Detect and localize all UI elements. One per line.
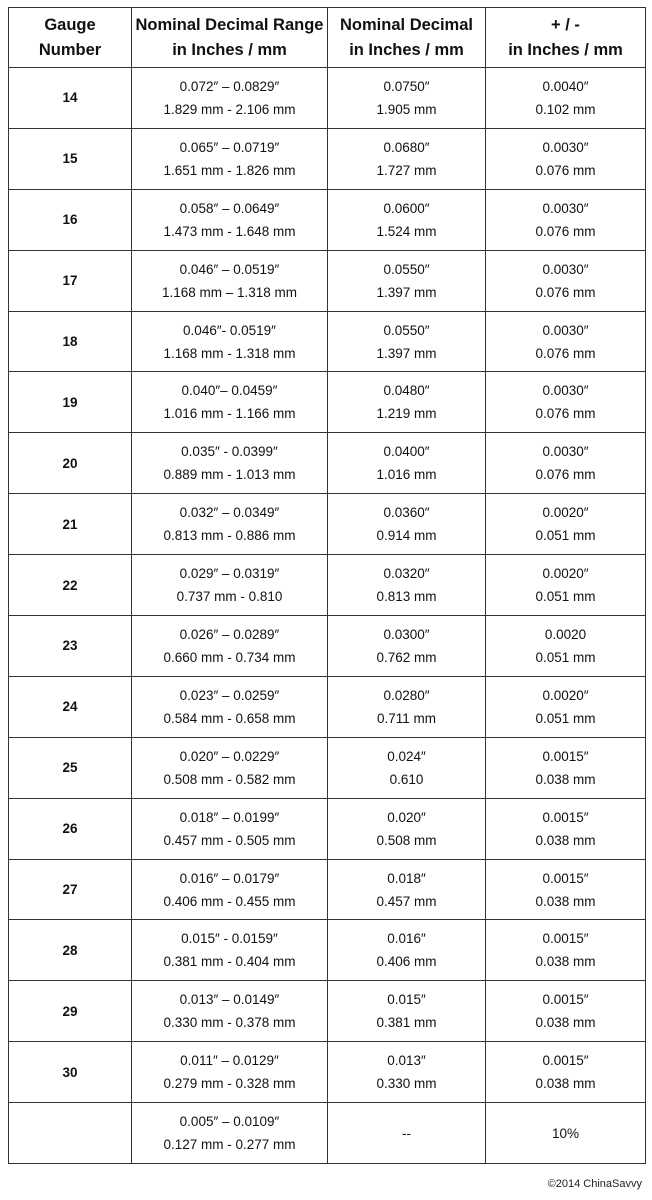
tolerance-cell-line: 0.038 mm: [535, 1015, 596, 1031]
gauge-number-cell: [9, 1103, 132, 1164]
nominal-cell-line: 0.0550″: [383, 322, 430, 338]
nominal-cell-line: 1.524 mm: [376, 223, 437, 239]
range-cell-line: 1.016 mm - 1.166 mm: [163, 406, 296, 422]
range-cell-line: 0.381 mm - 0.404 mm: [163, 954, 296, 970]
range-cell-line: 0.660 mm - 0.734 mm: [163, 649, 296, 665]
range-cell-line: 1.168 mm – 1.318 mm: [161, 284, 298, 300]
range-cell-line: 0.035″ - 0.0399″: [181, 444, 278, 460]
range-cell-line: 0.011″ – 0.0129″: [180, 1053, 279, 1069]
nominal-cell: [328, 737, 486, 798]
range-cell-line: 0.279 mm - 0.328 mm: [163, 1076, 296, 1092]
range-cell: [132, 920, 328, 981]
gauge-number-cell: 24: [9, 676, 132, 737]
range-cell: [132, 859, 328, 920]
nominal-cell: [328, 68, 486, 129]
table-row: [9, 494, 646, 555]
tolerance-cell: [486, 68, 646, 129]
tolerance-cell: [486, 616, 646, 677]
tolerance-cell-line: 0.076 mm: [535, 345, 596, 361]
tolerance-cell: [486, 859, 646, 920]
header-gauge-number: Gauge Number: [9, 8, 132, 68]
range-cell-line: 0.023″ – 0.0259″: [179, 687, 280, 703]
range-cell-line: 0.457 mm - 0.505 mm: [163, 832, 296, 848]
range-cell-line: 0.013″ – 0.0149″: [179, 992, 280, 1008]
table-row: [9, 372, 646, 433]
tolerance-cell-line: 0.0030″: [542, 444, 589, 460]
tolerance-cell-line: 0.076 mm: [535, 467, 596, 483]
table-row: [9, 859, 646, 920]
range-cell-line: 0.072″ – 0.0829″: [179, 78, 280, 94]
tolerance-cell-line: 0.0015″: [542, 809, 589, 825]
nominal-cell: [328, 311, 486, 372]
gauge-number-cell: 16: [9, 189, 132, 250]
table-row: [9, 189, 646, 250]
tolerance-cell-line: 0.038 mm: [535, 893, 596, 909]
nominal-cell-line: 0.330 mm: [376, 1076, 437, 1092]
nominal-cell: [328, 494, 486, 555]
range-cell: [132, 1103, 328, 1164]
gauge-table: [8, 7, 646, 1164]
nominal-cell: [328, 859, 486, 920]
tolerance-cell-line: 0.038 mm: [535, 954, 596, 970]
range-cell-line: 0.508 mm - 0.582 mm: [163, 771, 296, 787]
range-cell: [132, 372, 328, 433]
gauge-number-cell: 19: [9, 372, 132, 433]
tolerance-cell-line: 0.051 mm: [535, 649, 596, 665]
range-cell-line: 0.046″ – 0.0519″: [179, 261, 280, 277]
header-nominal-range: Nominal Decimal Range in Inches / mm: [132, 8, 328, 68]
gauge-number-cell: 22: [9, 555, 132, 616]
range-cell: [132, 494, 328, 555]
range-cell-line: 0.127 mm - 0.277 mm: [163, 1137, 296, 1153]
range-cell-line: 0.406 mm - 0.455 mm: [163, 893, 296, 909]
range-cell-line: 1.473 mm - 1.648 mm: [163, 223, 296, 239]
table-row: [9, 68, 646, 129]
nominal-cell: [328, 920, 486, 981]
tolerance-cell-line: 0.051 mm: [535, 589, 596, 605]
range-cell-line: 0.040″– 0.0459″: [181, 383, 278, 399]
tolerance-cell-line: 0.038 mm: [535, 771, 596, 787]
tolerance-cell-line: 0.076 mm: [535, 162, 596, 178]
nominal-cell: [328, 676, 486, 737]
nominal-cell-line: --: [402, 1125, 411, 1141]
tolerance-cell: [486, 433, 646, 494]
nominal-cell-line: 0.0320″: [383, 566, 430, 582]
table-row: [9, 311, 646, 372]
tolerance-cell: [486, 494, 646, 555]
range-cell: [132, 128, 328, 189]
tolerance-cell: [486, 1103, 646, 1164]
nominal-cell: [328, 250, 486, 311]
nominal-cell-line: 0.381 mm: [376, 1015, 437, 1031]
nominal-cell-line: 0.0360″: [383, 505, 430, 521]
nominal-cell-line: 1.727 mm: [376, 162, 437, 178]
nominal-cell-line: 0.024″: [387, 748, 426, 764]
range-cell-line: 0.018″ – 0.0199″: [179, 809, 280, 825]
table-row: [9, 433, 646, 494]
nominal-cell-line: 0.0280″: [383, 687, 430, 703]
range-cell-line: 0.737 mm - 0.810: [176, 589, 283, 605]
nominal-cell: [328, 555, 486, 616]
copyright-notice: ©2014 ChinaSavvy: [547, 1178, 642, 1190]
range-cell-line: 0.065″ – 0.0719″: [179, 139, 280, 155]
nominal-cell-line: 0.0600″: [383, 200, 430, 216]
table-row: [9, 737, 646, 798]
nominal-cell: [328, 798, 486, 859]
nominal-cell: [328, 981, 486, 1042]
range-cell: [132, 433, 328, 494]
nominal-cell-line: 0.016″: [387, 931, 426, 947]
gauge-number-cell: 29: [9, 981, 132, 1042]
gauge-number-cell: 21: [9, 494, 132, 555]
range-cell-line: 0.584 mm - 0.658 mm: [163, 710, 296, 726]
tolerance-cell-line: 0.0015″: [542, 992, 589, 1008]
gauge-number-cell: 14: [9, 68, 132, 129]
nominal-cell-line: 0.711 mm: [376, 710, 437, 726]
nominal-cell-line: 0.0550″: [383, 261, 430, 277]
tolerance-cell-line: 0.0030″: [542, 322, 589, 338]
nominal-cell: [328, 1042, 486, 1103]
gauge-number-cell: 26: [9, 798, 132, 859]
nominal-cell-line: 1.397 mm: [376, 345, 437, 361]
nominal-cell-line: 0.0400″: [383, 444, 430, 460]
table-row: [9, 250, 646, 311]
gauge-number-cell: 28: [9, 920, 132, 981]
gauge-number-cell: 17: [9, 250, 132, 311]
nominal-cell: [328, 128, 486, 189]
nominal-cell-line: 0.508 mm: [376, 832, 437, 848]
tolerance-cell-line: 0.0040″: [542, 78, 589, 94]
nominal-cell: [328, 433, 486, 494]
range-cell: [132, 311, 328, 372]
tolerance-cell: [486, 189, 646, 250]
nominal-cell-line: 0.0680″: [383, 139, 430, 155]
tolerance-cell-line: 0.0030″: [542, 383, 589, 399]
range-cell-line: 0.029″ – 0.0319″: [179, 566, 280, 582]
gauge-number-cell: 18: [9, 311, 132, 372]
nominal-cell-line: 0.0480″: [383, 383, 430, 399]
tolerance-cell: [486, 920, 646, 981]
range-cell: [132, 676, 328, 737]
tolerance-cell-line: 0.102 mm: [535, 101, 596, 117]
tolerance-cell-line: 0.0015″: [542, 748, 589, 764]
header-nominal-decimal: Nominal Decimal in Inches / mm: [328, 8, 486, 68]
nominal-cell-line: 0.018″: [387, 870, 426, 886]
nominal-cell-line: 0.762 mm: [376, 649, 437, 665]
nominal-cell: [328, 372, 486, 433]
tolerance-cell-line: 0.076 mm: [535, 406, 596, 422]
nominal-cell-line: 0.457 mm: [376, 893, 437, 909]
nominal-cell-line: 0.0300″: [383, 626, 430, 642]
nominal-cell-line: 0.813 mm: [376, 589, 437, 605]
table-row: [9, 1042, 646, 1103]
gauge-number-cell: 27: [9, 859, 132, 920]
range-cell-line: 0.058″ – 0.0649″: [179, 200, 280, 216]
nominal-cell-line: 1.016 mm: [376, 467, 437, 483]
tolerance-cell-line: 0.0030″: [542, 261, 589, 277]
gauge-number-cell: 30: [9, 1042, 132, 1103]
nominal-cell-line: 0.914 mm: [376, 528, 437, 544]
tolerance-cell-line: 0.0030″: [542, 139, 589, 155]
tolerance-cell: [486, 555, 646, 616]
tolerance-cell-line: 0.0015″: [542, 870, 589, 886]
range-cell-line: 0.015″ - 0.0159″: [181, 931, 278, 947]
tolerance-cell: [486, 737, 646, 798]
tolerance-cell-line: 0.0015″: [542, 1053, 589, 1069]
tolerance-cell-line: 0.0020: [544, 626, 587, 642]
table-row: [9, 616, 646, 677]
tolerance-cell-line: 0.076 mm: [535, 223, 596, 239]
tolerance-cell: [486, 250, 646, 311]
tolerance-cell-line: 10%: [551, 1125, 580, 1141]
gauge-number-cell: 23: [9, 616, 132, 677]
range-cell: [132, 616, 328, 677]
tolerance-cell-line: 0.0020″: [542, 505, 589, 521]
table-row: [9, 128, 646, 189]
range-cell-line: 0.813 mm - 0.886 mm: [163, 528, 296, 544]
range-cell: [132, 250, 328, 311]
tolerance-cell: [486, 798, 646, 859]
nominal-cell-line: 0.020″: [387, 809, 426, 825]
table-row: [9, 798, 646, 859]
range-cell: [132, 737, 328, 798]
range-cell-line: 0.032″ – 0.0349″: [179, 505, 280, 521]
range-cell-line: 1.829 mm - 2.106 mm: [163, 101, 296, 117]
range-cell-line: 0.889 mm - 1.013 mm: [163, 467, 296, 483]
nominal-cell-line: 0.610: [389, 771, 424, 787]
table-row: [9, 920, 646, 981]
tolerance-cell-line: 0.0020″: [542, 687, 589, 703]
tolerance-cell: [486, 128, 646, 189]
tolerance-cell: [486, 311, 646, 372]
tolerance-cell-line: 0.038 mm: [535, 832, 596, 848]
table-row: [9, 676, 646, 737]
tolerance-cell-line: 0.051 mm: [535, 528, 596, 544]
range-cell: [132, 189, 328, 250]
table-body: [9, 68, 646, 1164]
range-cell-line: 1.168 mm - 1.318 mm: [163, 345, 296, 361]
table-row: [9, 981, 646, 1042]
table-row: [9, 1103, 646, 1164]
range-cell-line: 1.651 mm - 1.826 mm: [163, 162, 296, 178]
tolerance-cell: [486, 676, 646, 737]
tolerance-cell: [486, 1042, 646, 1103]
tolerance-cell-line: 0.0020″: [542, 566, 589, 582]
gauge-number-cell: 25: [9, 737, 132, 798]
nominal-cell-line: 1.905 mm: [376, 101, 437, 117]
tolerance-cell: [486, 372, 646, 433]
tolerance-cell-line: 0.038 mm: [535, 1076, 596, 1092]
gauge-number-cell: 20: [9, 433, 132, 494]
tolerance-cell-line: 0.0015″: [542, 931, 589, 947]
nominal-cell-line: 0.0750″: [383, 78, 430, 94]
nominal-cell: [328, 616, 486, 677]
range-cell: [132, 555, 328, 616]
nominal-cell-line: 0.015″: [387, 992, 426, 1008]
nominal-cell: [328, 1103, 486, 1164]
header-tolerance: + / - in Inches / mm: [486, 8, 646, 68]
nominal-cell: [328, 189, 486, 250]
tolerance-cell-line: 0.076 mm: [535, 284, 596, 300]
range-cell-line: 0.046″- 0.0519″: [183, 322, 276, 338]
range-cell-line: 0.005″ – 0.0109″: [179, 1114, 280, 1130]
nominal-cell-line: 1.397 mm: [376, 284, 437, 300]
nominal-cell-line: 0.406 mm: [376, 954, 437, 970]
tolerance-cell-line: 0.0030″: [542, 200, 589, 216]
range-cell: [132, 1042, 328, 1103]
tolerance-cell: [486, 981, 646, 1042]
header-row: [9, 8, 646, 68]
range-cell: [132, 981, 328, 1042]
range-cell-line: 0.016″ – 0.0179″: [179, 870, 280, 886]
range-cell: [132, 798, 328, 859]
gauge-number-cell: 15: [9, 128, 132, 189]
range-cell-line: 0.330 mm - 0.378 mm: [163, 1015, 296, 1031]
range-cell-line: 0.020″ – 0.0229″: [179, 748, 280, 764]
tolerance-cell-line: 0.051 mm: [535, 710, 596, 726]
table-row: [9, 555, 646, 616]
range-cell: [132, 68, 328, 129]
nominal-cell-line: 0.013″: [387, 1053, 426, 1069]
nominal-cell-line: 1.219 mm: [376, 406, 437, 422]
range-cell-line: 0.026″ – 0.0289″: [179, 626, 280, 642]
